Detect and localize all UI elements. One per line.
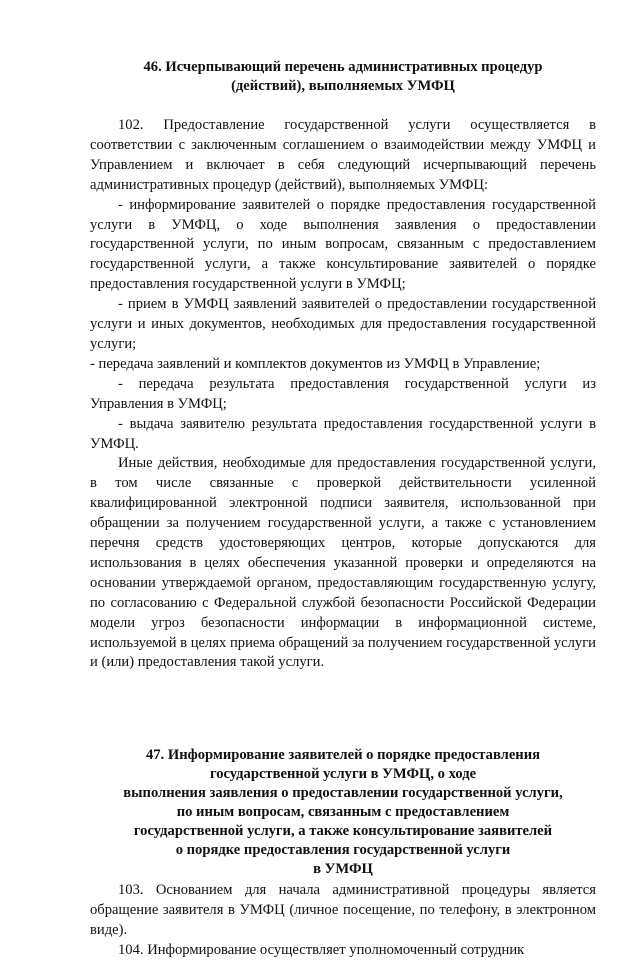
heading-line: государственной услуги в УМФЦ, о ходе xyxy=(209,766,477,783)
section-46-heading xyxy=(90,58,596,96)
list-item: - выдача заявителю результата предоставления государственной услуги в УМФЦ. xyxy=(90,415,596,452)
heading-line: 47. Информирование заявителей о порядке предоставления xyxy=(145,747,541,764)
paragraph-102: 102. Предоставление государственной услуги осуществляется в соответствии с заключенным соглашением о взаимодействии между УМФЦ и Управлением и включает в себя следующий исчерпывающий перечень административных процедур (действий), выполняемых УМФЦ: xyxy=(90,117,596,193)
paragraph-104: 104. Информирование осуществляет уполномоченный сотрудник xyxy=(118,942,525,959)
section-47-heading xyxy=(90,746,596,879)
heading-line: о порядке предоставления государственной услуги xyxy=(175,842,511,859)
heading-line: по иным вопросам, связанным с предоставлением xyxy=(176,804,510,821)
heading-line: (действий), выполняемых УМФЦ xyxy=(231,78,455,94)
paragraph-other-actions: Иные действия, необходимые для предоставления государственной услуги, в том числе связанные с проверкой действительности усиленной квалифицированной электронной подписи заявителя, использованной при обращении за получением государственной услуги, а также с установлением перечня средств удостоверяющих центров, которые допускаются для использования в целях обеспечения указанной проверки и определяются на основании утверждаемой органом, предоставляющим государственную услугу, по согласованию с Федеральной службой безопасности Российской Федерации модели угроз безопасности информации в информационной системе, используемой в целях приема обращений за получением государственной услуги и (или) предоставления такой услуги. xyxy=(90,455,596,671)
list-item: - передача заявлений и комплектов документов из УМФЦ в Управление; xyxy=(90,355,541,372)
heading-line: государственной услуги, а также консультирование заявителей xyxy=(133,823,553,840)
heading-line: выполнения заявления о предоставлении государственной услуги, xyxy=(123,785,563,802)
list-item: - прием в УМФЦ заявлений заявителей о предоставлении государственной услуги и иных документов, необходимых для предоставления государственной услуги; xyxy=(90,296,596,352)
heading-line: в УМФЦ xyxy=(313,861,373,878)
list-item: - информирование заявителей о порядке предоставления государственной услуги в УМФЦ, о ходе выполнения заявления о предоставлении государственной услуги, по иным вопросам, связанным с предоставлением государственной услуги, а также консультирование заявителей о порядке предоставления государственной услуги в УМФЦ; xyxy=(90,196,596,293)
heading-line: 46. Исчерпывающий перечень административных процедур xyxy=(143,59,543,75)
list-item: - передача результата предоставления государственной услуги из Управления в УМФЦ; xyxy=(90,375,596,412)
paragraph-103: 103. Основанием для начала административной процедуры является обращение заявителя в УМФЦ (личное посещение, по телефону, в электронном виде). xyxy=(90,882,596,939)
